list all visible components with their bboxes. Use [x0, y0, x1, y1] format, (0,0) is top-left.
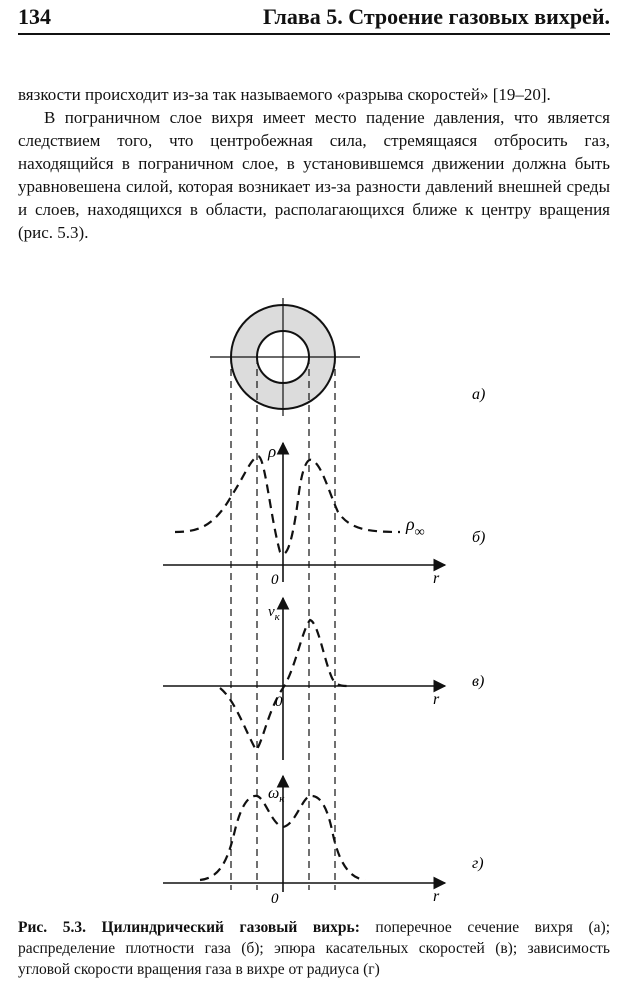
paragraph: В пограничном слое вихря имеет место падение давления, что является следствием того, что центробежная сила, стремящаяся отбросить газ, находящийся в пограничном слое, в установившемся движении должна быть уравновешена силой, которая возникает из-за разности давлений внешней среды и слоев, находящихся в области, располагающихся ближе к центру вращения (рис. 5.3). [18, 108, 610, 242]
velocity-panel [163, 598, 484, 760]
body-text [18, 83, 610, 244]
origin-label: 0 [275, 694, 283, 710]
label-a: а) [472, 386, 486, 403]
figure-5-3 [0, 290, 626, 910]
r-label: r [433, 888, 440, 905]
page-number: 134 [18, 4, 51, 29]
label-b: б) [472, 529, 486, 546]
cross-section-panel [210, 298, 485, 416]
v-label: $v_к$ [268, 604, 280, 623]
label-v: в) [472, 673, 485, 690]
density-curve [175, 456, 400, 554]
label-g: г) [472, 855, 484, 872]
figure-caption [18, 917, 610, 980]
chapter-title: Глава 5. Строение газовых вихрей. [263, 4, 610, 29]
page-header [18, 4, 610, 34]
header-rule [18, 33, 610, 35]
r-label: r [433, 570, 440, 587]
r-label: r [433, 691, 440, 708]
rho-infinity-label: $\rho_\infty$ [406, 514, 425, 540]
paragraph: вязкости происходит из-за так называемого «разрыва скоростей» [19–20]. [18, 85, 551, 104]
caption-title: Рис. 5.3. Цилиндрический газовый вихрь: [18, 919, 360, 936]
angular-velocity-panel [163, 776, 484, 907]
origin-label: 0 [271, 572, 279, 588]
density-panel [163, 442, 485, 588]
rho-label: ρ [268, 442, 277, 461]
velocity-curve [220, 620, 350, 750]
caption-text: поперечное сечение вихря (а); распределение плотности газа (б); эпюра касательных скоростей (в); зависимость угловой скорости вращения газа в вихре от радиуса (г) [18, 919, 610, 978]
omega-label: $\omega_к$ [268, 785, 285, 805]
origin-label: 0 [271, 891, 279, 907]
